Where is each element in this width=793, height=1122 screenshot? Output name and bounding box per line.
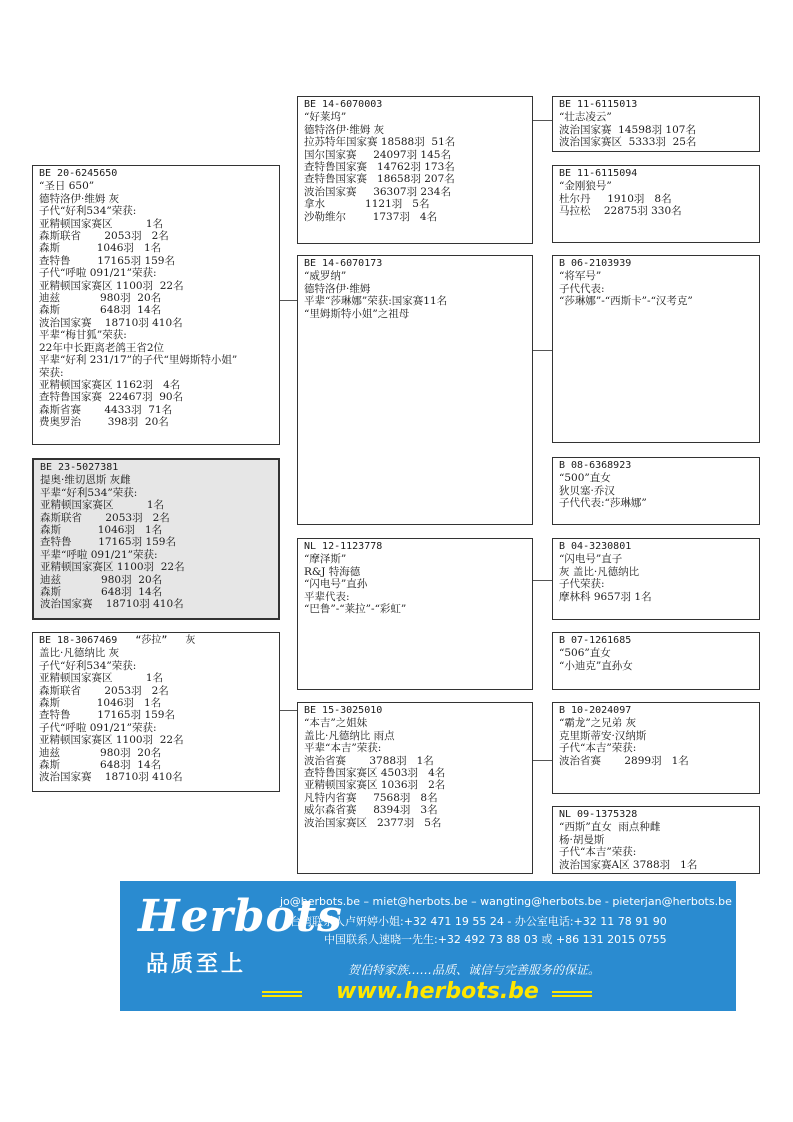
pedigree-line: R&J 特海德 [304, 565, 361, 578]
pedigree-line: “莎琳娜”-“西斯卡”-“汉考克” [559, 295, 693, 308]
pedigree-line: 马拉松 22875羽 330名 [559, 205, 682, 218]
pedigree-line: 费奥罗治 398羽 20名 [39, 416, 169, 429]
pedigree-line: 波治国家赛 14598羽 107名 [559, 123, 696, 136]
pedigree-line: 威尔森省赛 8394羽 3名 [304, 804, 438, 817]
pedigree-line: “霸龙”之兄弟 灰 [559, 717, 637, 730]
pedigree-line: 荣获: [39, 366, 64, 379]
pedigree-line: 杨·胡曼斯 [559, 833, 605, 846]
contact-phone-taiwan: 台湾联系人卢姸婷小姐:+32 471 19 55 24 - 办公室电话:+32 11 78 91 90 [290, 915, 667, 928]
banner-tagline: 贺伯特家族……品质、诚信与完善服务的保证。 [348, 963, 601, 977]
pedigree-line: 查特鲁国家赛 18658羽 207名 [304, 173, 455, 186]
pedigree-line: 子代“呼啦 091/21”荣获: [39, 267, 157, 280]
pedigree-line: 灰 盖比·凡德纳比 [559, 565, 640, 578]
pedigree-line: 子代荣获: [559, 578, 605, 591]
pedigree-line: 查特鲁 17165羽 159名 [39, 709, 175, 722]
pedigree-line: 森斯 648羽 14名 [39, 304, 162, 317]
dam-dam-pedigree-box [297, 702, 533, 874]
ring-number: B 10-2024097 [559, 705, 632, 716]
pedigree-line: 波治省赛 2899羽 1名 [559, 754, 689, 767]
pedigree-line: 森斯 1046羽 1名 [40, 524, 163, 537]
ring-number: BE 20-6245650 [39, 168, 118, 179]
pedigree-line: 查特鲁国家赛 14762羽 173名 [304, 161, 455, 174]
pedigree-line: 德特洛伊·维姆 灰 [304, 123, 385, 136]
pedigree-line: 子代“好利534”荣获: [39, 205, 137, 218]
dam-sire-pedigree-box [297, 538, 533, 690]
contact-phone-china: 中国联系人速晓一先生:+32 492 73 88 03 或 +86 131 2015 0755 [324, 933, 667, 946]
pedigree-line: 查特鲁 17165羽 159名 [40, 536, 176, 549]
connector-line [533, 350, 552, 351]
pedigree-line: 森斯联省 2053羽 2名 [40, 511, 170, 524]
ring-number: B 04-3230801 [559, 541, 632, 552]
pedigree-line: 平辈“梅甘狐”荣获: [39, 329, 127, 342]
sire-sire-sire-box [552, 96, 760, 152]
pedigree-line: 波治省赛 3788羽 1名 [304, 754, 434, 767]
ring-number: BE 18-3067469 “莎拉” 灰 [39, 635, 196, 646]
pedigree-line: 克里斯蒂安·汉纳斯 [559, 729, 647, 742]
sire-dam-sire-box [552, 255, 760, 443]
pedigree-line: “闪电号”直孙 [304, 578, 368, 591]
pedigree-line: 森斯 1046羽 1名 [39, 697, 162, 710]
ring-number: BE 11-6115094 [559, 168, 638, 179]
ring-number: BE 14-6070173 [304, 258, 383, 269]
ring-number: BE 23-5027381 [40, 462, 119, 473]
pedigree-line: 子代代表: [559, 282, 605, 295]
pedigree-line: 盖比·凡德纳比 灰 [39, 647, 120, 660]
pedigree-line: “威罗纳” [304, 270, 347, 283]
pedigree-line: 沙勒维尔 1737羽 4名 [304, 210, 438, 223]
pedigree-line: 德特洛伊·维姆 [304, 282, 371, 295]
pedigree-line: 迪兹 980羽 20名 [40, 573, 163, 586]
pedigree-line: 狄贝塞·乔汉 [559, 484, 615, 497]
dam-sire-dam-box [552, 632, 760, 690]
dam-dam-sire-box [552, 702, 760, 794]
pedigree-line: 波治国家赛 18710羽 410名 [40, 598, 184, 611]
pedigree-line: 亚精顿国家赛区 1100羽 22名 [39, 279, 184, 292]
pedigree-line: 平辈“莎琳娜”荣获:国家赛11名 [304, 295, 448, 308]
ring-number: BE 11-6115013 [559, 99, 638, 110]
pedigree-line: “里姆斯特小姐”之祖母 [304, 307, 410, 320]
pedigree-line: 22年中长距离老鸽王省2位 [39, 341, 165, 354]
ring-number: BE 15-3025010 [304, 705, 383, 716]
pedigree-line: 亚精顿国家赛区 1162羽 4名 [39, 378, 181, 391]
connector-line [280, 300, 297, 301]
pedigree-line: “506”直女 [559, 647, 611, 660]
pedigree-line: 平辈“好利 231/17”的子代“里姆斯特小姐” [39, 354, 238, 367]
pedigree-line: 凡特内省赛 7568羽 8名 [304, 791, 438, 804]
pedigree-line: “好莱坞” [304, 111, 347, 124]
ring-number: B 07-1261685 [559, 635, 632, 646]
pedigree-line: 迪兹 980羽 20名 [39, 746, 162, 759]
pedigree-line: 拉苏特年国家赛 18588羽 51名 [304, 136, 456, 149]
pedigree-line: 子代代表:“莎琳娜” [559, 497, 647, 510]
pedigree-line: 平辈“呼啦 091/21”荣获: [40, 548, 158, 561]
dam-sire-sire-box [552, 538, 760, 620]
pedigree-line: 迪兹 980羽 20名 [39, 292, 162, 305]
pedigree-line: 波治国家赛 36307羽 234名 [304, 185, 451, 198]
pedigree-line: 平辈代表: [304, 590, 350, 603]
pedigree-line: 波治国家赛 18710羽 410名 [39, 316, 183, 329]
sire-pedigree-box [32, 165, 280, 445]
ring-number: NL 09-1375328 [559, 809, 638, 820]
pedigree-line: 摩林科 9657羽 1名 [559, 590, 652, 603]
pedigree-line: “巴鲁”-“莱拉”-“彩虹” [304, 603, 407, 616]
pedigree-line: 森斯联省 2053羽 2名 [39, 684, 169, 697]
ring-number: B 06-2103939 [559, 258, 632, 269]
sire-dam-pedigree-box [297, 255, 533, 525]
pedigree-line: 子代“本吉”荣获: [559, 846, 637, 859]
pedigree-line: 子代“本吉”荣获: [559, 742, 637, 755]
pedigree-line: 亚精顿国家赛区 1名 [39, 217, 164, 230]
ring-number: NL 12-1123778 [304, 541, 383, 552]
pedigree-line: 亚精顿国家赛区 1100羽 22名 [39, 734, 184, 747]
dam-pedigree-box [32, 632, 280, 792]
pedigree-line: 森斯 648羽 14名 [40, 586, 163, 599]
ring-number: BE 14-6070003 [304, 99, 383, 110]
pedigree-line: 平辈“好利534”荣获: [40, 486, 138, 499]
sire-sire-pedigree-box [297, 96, 533, 244]
banner-slogan: 品质至上 [146, 952, 247, 977]
pedigree-line: 子代“好利534”荣获: [39, 659, 137, 672]
connector-line [533, 580, 552, 581]
website-link[interactable]: www.herbots.be [336, 979, 539, 1004]
pedigree-line: 查特鲁国家赛区 4503羽 4名 [304, 767, 446, 780]
ring-number: B 08-6368923 [559, 460, 632, 471]
dam-dam-dam-box [552, 806, 760, 874]
sire-dam-dam-box [552, 457, 760, 525]
contact-emails[interactable]: jo@herbots.be – miet@herbots.be – wangting@herbots.be - pieterjan@herbots.be [280, 895, 732, 908]
pedigree-line: “小迪克”直孙女 [559, 659, 633, 672]
decorative-dash-right [552, 991, 592, 997]
pedigree-line: 亚精顿国家赛区 1名 [39, 672, 164, 685]
pedigree-line: 杜尔丹 1910羽 8名 [559, 192, 672, 205]
pedigree-line: 森斯联省 2053羽 2名 [39, 230, 169, 243]
pedigree-line: 查特鲁国家赛 22467羽 90名 [39, 391, 184, 404]
pedigree-line: 森斯省赛 4433羽 71名 [39, 403, 173, 416]
pedigree-line: 国尔国家赛 24097羽 145名 [304, 148, 451, 161]
pedigree-line: “本吉”之姐妹 [304, 717, 368, 730]
pedigree-line: 拿水 1121羽 5名 [304, 198, 430, 211]
pedigree-line: “圣日 650” [39, 180, 95, 193]
connector-line [280, 710, 297, 711]
pedigree-line: “闪电号”直子 [559, 553, 623, 566]
pedigree-line: “壮志凌云” [559, 111, 612, 124]
pedigree-line: 子代“呼啦 091/21”荣获: [39, 721, 157, 734]
pedigree-line: 波治国家赛区 2377羽 5名 [304, 816, 442, 829]
pedigree-line: 波治国家赛区 5333羽 25名 [559, 136, 697, 149]
pedigree-line: 德特洛伊·维姆 灰 [39, 192, 120, 205]
pedigree-line: 亚精顿国家赛区 1名 [40, 499, 165, 512]
pedigree-line: 查特鲁 17165羽 159名 [39, 254, 175, 267]
decorative-dash-left [262, 991, 302, 997]
pedigree-line: 亚精顿国家赛区 1036羽 2名 [304, 779, 446, 792]
pedigree-line: 森斯 1046羽 1名 [39, 242, 162, 255]
pedigree-line: 波治国家赛A区 3788羽 1名 [559, 858, 698, 871]
pedigree-line: “将军号” [559, 270, 602, 283]
pedigree-line: 波治国家赛 18710羽 410名 [39, 771, 183, 784]
connector-line [533, 760, 552, 761]
pedigree-line: 亚精顿国家赛区 1100羽 22名 [40, 561, 185, 574]
herbots-logo: Herbots [138, 891, 343, 942]
sire-sire-dam-box [552, 165, 760, 243]
pedigree-line: “西斯”直女 雨点种雌 [559, 821, 661, 834]
pedigree-line: 提奥·维切恩斯 灰雌 [40, 474, 131, 487]
pedigree-line: 盖比·凡德纳比 雨点 [304, 729, 395, 742]
subject-pedigree-box [32, 458, 280, 620]
pedigree-line: 平辈“本吉”荣获: [304, 742, 382, 755]
pedigree-line: 森斯 648羽 14名 [39, 759, 162, 772]
pedigree-line: “摩泽斯” [304, 553, 347, 566]
connector-line [533, 120, 552, 121]
pedigree-line: “金刚狼号” [559, 180, 612, 193]
pedigree-line: “500”直女 [559, 472, 611, 485]
herbots-banner [120, 881, 736, 1011]
